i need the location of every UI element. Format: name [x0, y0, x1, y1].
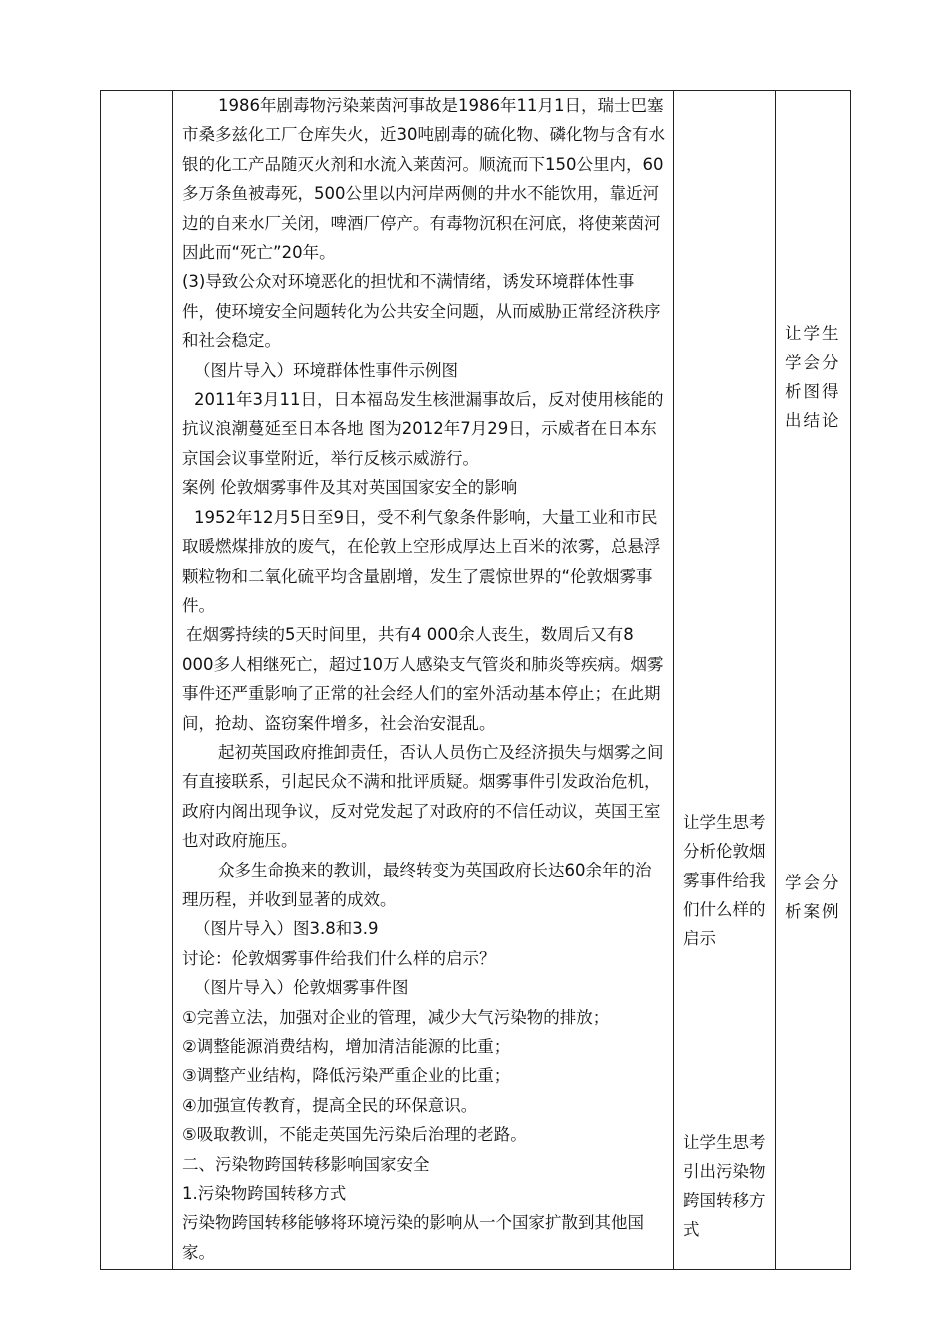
list-item: ⑤吸取教训，不能走英国先污染后治理的老路。 [182, 1125, 527, 1145]
paragraph-government-response: 起初英国政府推卸责任，否认人员伤亡及经济损失与烟雾之间有直接联系，引起民众不满和批评质疑。烟雾事件引发政治危机，政府内阁出现争议，反对党发起了对政府的不信任动议，英国王室也对政府施压。 [182, 742, 664, 851]
paragraph-discussion: 讨论：伦敦烟雾事件给我们什么样的启示？ [182, 948, 496, 968]
design-intent-cell [776, 91, 851, 1270]
design-intent-note-1: 让学生学会分析图得出结论 [785, 324, 841, 430]
list-item: ③调整产业结构，降低污染严重企业的比重； [182, 1066, 511, 1086]
paragraph-lessons: 众多生命换来的教训，最终转变为英国政府长达60余年的治理历程，并收到显著的成效。 [182, 860, 652, 909]
teaching-content-cell [173, 91, 674, 1270]
paragraph-fukushima: 2011年3月11日，日本福岛发生核泄漏事故后，反对使用核能的抗议浪潮蔓延至日本各地 图为2012年7月29日，示威者在日本东京国会议事堂附近，举行反核示威游行。 [182, 390, 664, 468]
list-item: ②调整能源消费结构，增加清洁能源的比重； [182, 1037, 511, 1056]
paragraph-transfer: 污染物跨国转移能够将环境污染的影响从一个国家扩散到其他国家。 [182, 1213, 644, 1262]
student-activity-cell [674, 91, 776, 1270]
paragraph-image-intro-1: （图片导入）环境群体性事件示例图 [194, 360, 458, 380]
list-item: ①完善立法，加强对企业的管理，减少大气污染物的排放； [182, 1007, 610, 1027]
blank-column-cell [101, 91, 173, 1270]
table-row [101, 91, 851, 1270]
design-intent-note-2: 学会分析案例 [785, 873, 841, 921]
student-activity-note-1: 让学生思考分析伦敦烟雾事件给我们什么样的启示 [683, 813, 766, 948]
student-activity-note-2: 让学生思考引出污染物跨国转移方式 [683, 1133, 766, 1239]
paragraph-case-title: 案例 伦敦烟雾事件及其对英国国家安全的影响 [182, 478, 518, 498]
paragraph-image-intro-2: （图片导入）图3.8和3.9 [194, 919, 379, 939]
subsection-heading: 1.污染物跨国转移方式 [182, 1184, 347, 1204]
paragraph-rhine-incident: 1986年剧毒物污染莱茵河事故是1986年11月1日，瑞士巴塞市桑多兹化工厂仓库失火，近30吨剧毒的硫化物、磷化物与含有水银的化工产品随灭火剂和水流入莱茵河。顺流而下150公里内，60多万条鱼被毒死，500公里以内河岸两侧的井水不能饮用，靠近河边的自来水厂关闭，啤酒厂停产。有毒物沉积在河底，将使莱茵河因此而“死亡”20年。 [182, 96, 665, 263]
paragraph-smog-casualties: 在烟雾持续的5天时间里，共有4 000余人丧生，数周后又有8 000多人相继死亡，超过10万人感染支气管炎和肺炎等疾病。烟雾事件还严重影响了正常的社会经人们的室外活动基本停止；在此期间，抢劫、盗窃案件增多，社会治安混乱。 [182, 625, 664, 733]
paragraph-london-smog: 1952年12月5日至9日，受不利气象条件影响，大量工业和市民取暖燃煤排放的废气，在伦敦上空形成厚达上百米的浓雾，总悬浮颗粒物和二氧化硫平均含量剧增，发生了震惊世界的“伦敦烟雾事件。 [182, 507, 661, 615]
section-heading: 二、污染物跨国转移影响国家安全 [182, 1154, 430, 1174]
lesson-plan-table [100, 90, 851, 1270]
paragraph-public-concern: (3)导致公众对环境恶化的担忧和不满情绪，诱发环境群体性事件，使环境安全问题转化为公共安全问题，从而威胁正常经济秩序和社会稳定。 [182, 272, 661, 351]
paragraph-image-intro-3: （图片导入）伦敦烟雾事件图 [194, 978, 409, 998]
list-item: ④加强宣传教育，提高全民的环保意识。 [182, 1095, 478, 1115]
